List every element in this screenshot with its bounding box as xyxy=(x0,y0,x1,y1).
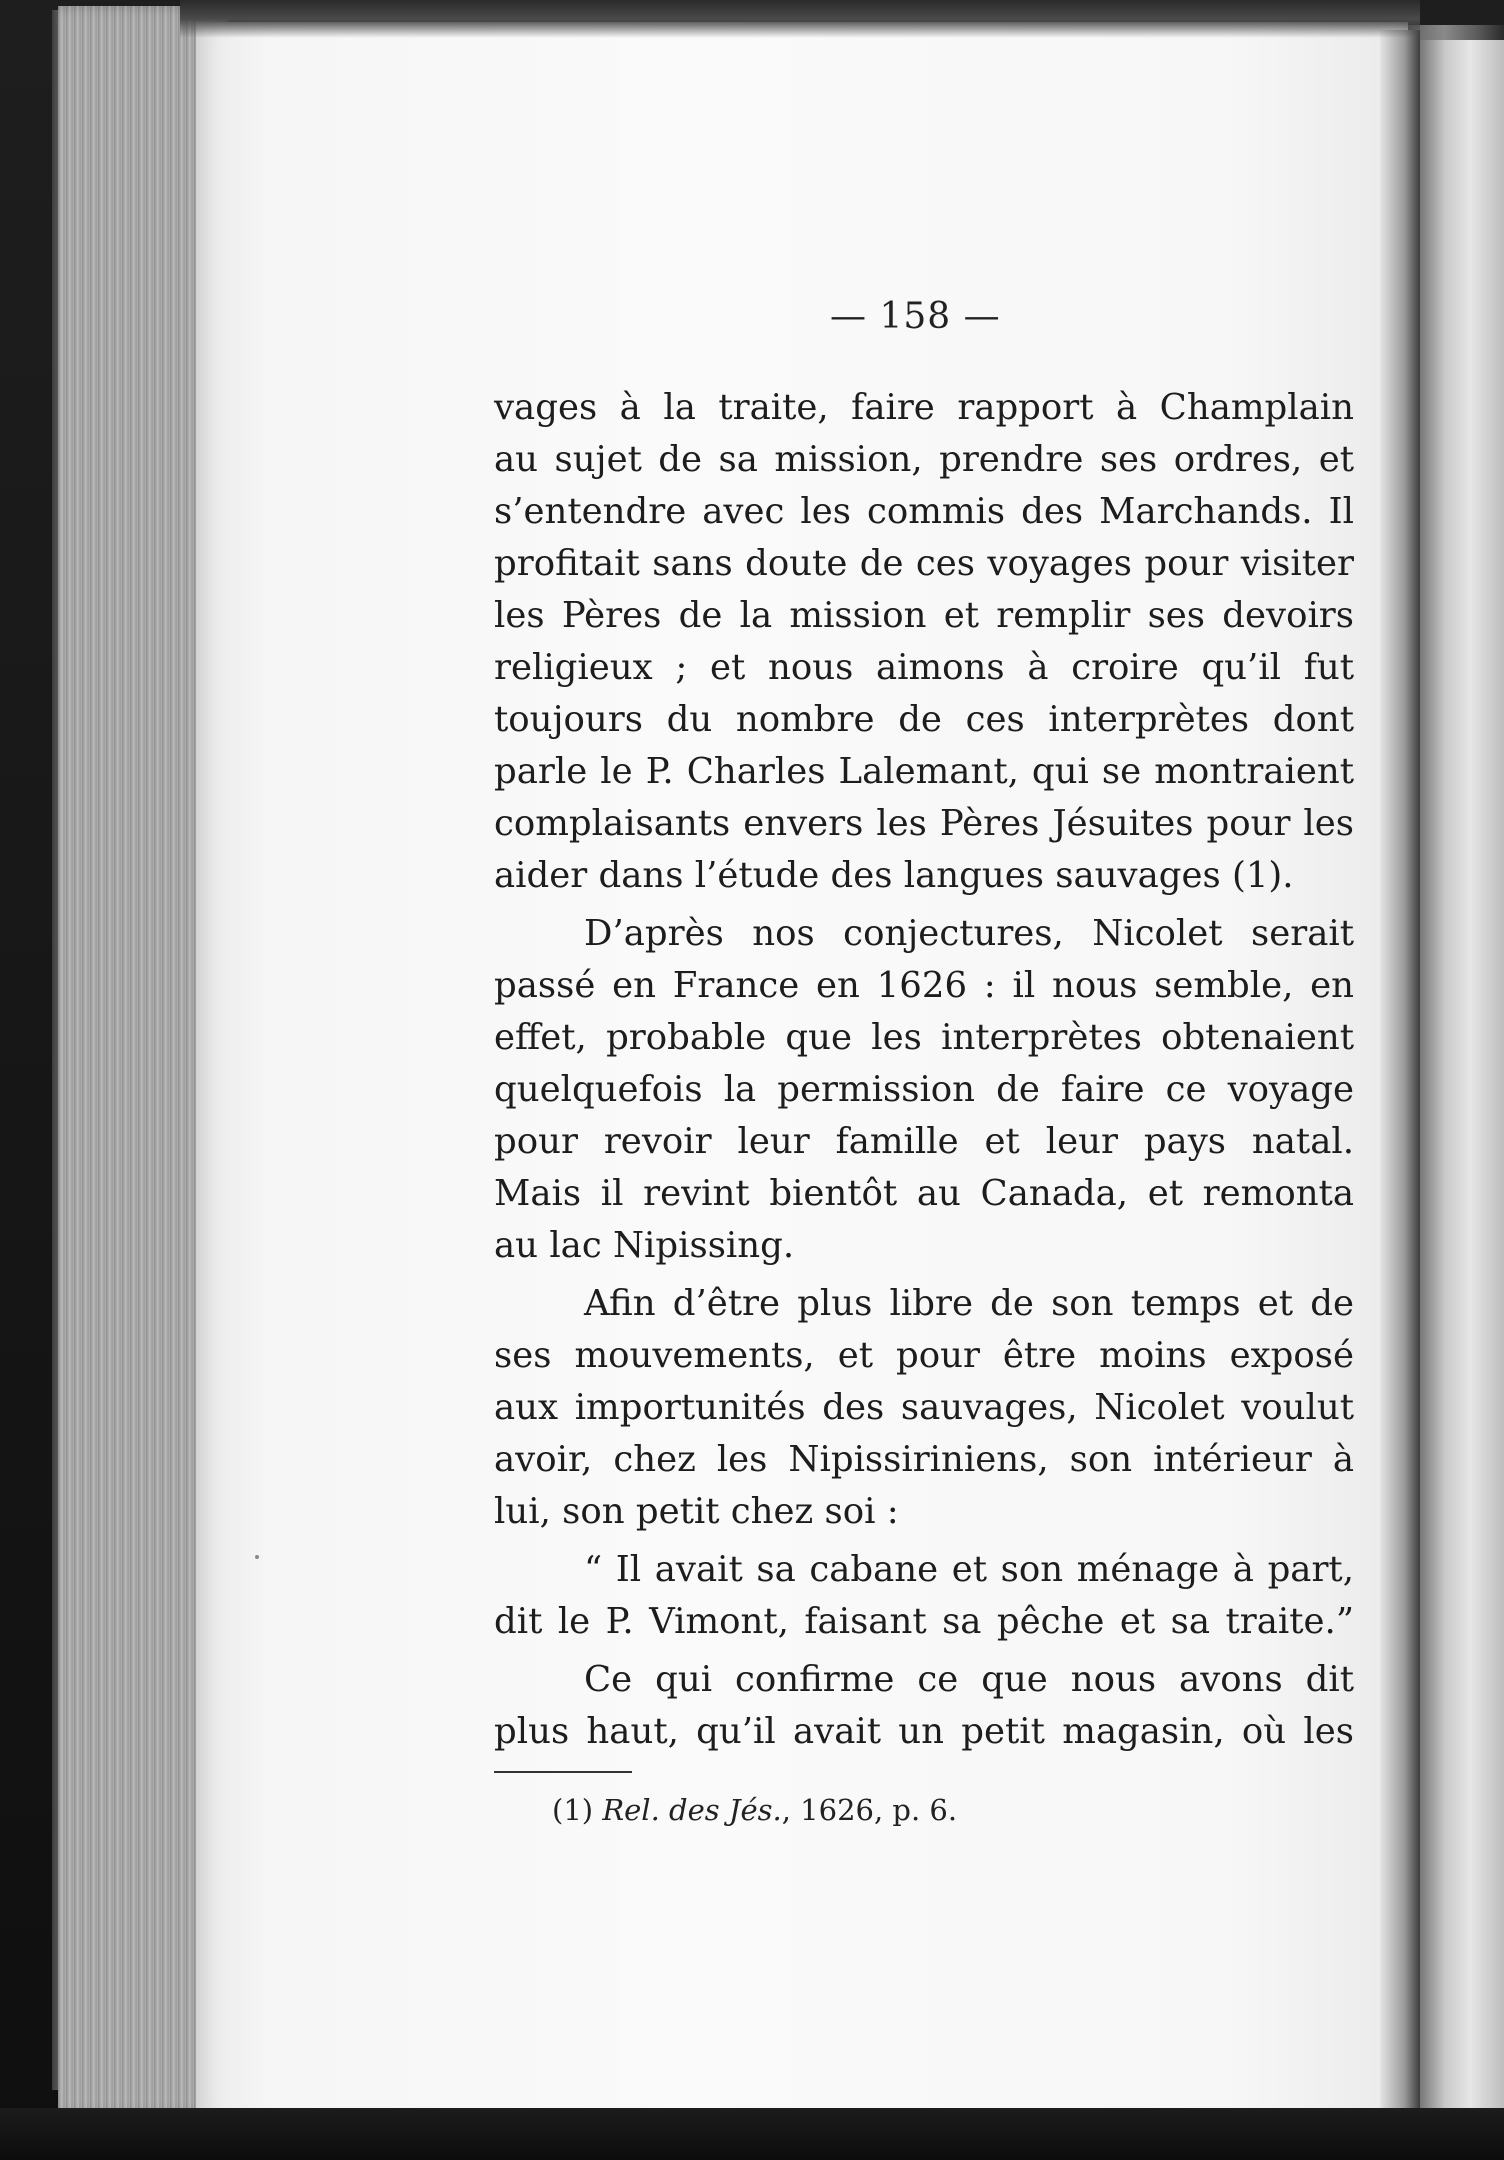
text-line: aider dans l’étude des langues sauvages (1). xyxy=(494,855,1294,896)
text-line: pour revoir leur famille et leur pays natal. xyxy=(494,1121,1354,1162)
paper-speck xyxy=(255,1555,259,1559)
text-line: ses mouvements, et pour être moins exposé xyxy=(494,1335,1354,1376)
text-line: au lac Nipissing. xyxy=(494,1225,795,1266)
footnote xyxy=(552,1790,957,1830)
text-line: profitait sans doute de ces voyages pour visiter xyxy=(494,543,1354,584)
quote-line: dit le P. Vimont, faisant sa pêche et sa traite.” xyxy=(494,1601,1354,1642)
footnote-marker: (1) xyxy=(552,1793,594,1827)
text-line: religieux ; et nous aimons à croire qu’il fut xyxy=(494,647,1354,688)
text-line: Ce qui confirme ce que nous avons dit xyxy=(584,1659,1354,1700)
facing-page-edge xyxy=(1420,40,1504,2115)
text-line: au sujet de sa mission, prendre ses ordres, et xyxy=(494,439,1354,480)
bottom-background xyxy=(0,2108,1504,2160)
text-line: plus haut, qu’il avait un petit magasin, où les xyxy=(494,1711,1354,1752)
text-line: vages à la traite, faire rapport à Champlain xyxy=(494,387,1354,428)
text-line: Afin d’être plus libre de son temps et de xyxy=(584,1283,1354,1324)
text-line: aux importunités des sauvages, Nicolet voulut xyxy=(494,1387,1354,1428)
text-line: quelquefois la permission de faire ce voyage xyxy=(494,1069,1354,1110)
top-shadow xyxy=(180,0,1420,38)
text-line: s’entendre avec les commis des Marchands. Il xyxy=(494,491,1354,532)
text-line: complaisants envers les Pères Jésuites pour les xyxy=(494,803,1354,844)
footnote-source: Rel. des Jés. xyxy=(602,1793,782,1827)
text-line: passé en France en 1626 : il nous semble, en xyxy=(494,965,1354,1006)
text-line: les Pères de la mission et remplir ses devoirs xyxy=(494,595,1354,636)
text-line: Mais il revint bientôt au Canada, et remonta xyxy=(494,1173,1354,1214)
text-line: parle le P. Charles Lalemant, qui se montraient xyxy=(494,751,1354,792)
text-line: toujours du nombre de ces interprètes dont xyxy=(494,699,1354,740)
footnote-reference: , 1626, p. 6. xyxy=(781,1793,958,1827)
page-gutter xyxy=(1380,30,1420,2120)
text-line: lui, son petit chez soi : xyxy=(494,1491,899,1532)
text-line: effet, probable que les interprètes obtenaient xyxy=(494,1017,1354,1058)
footnote-divider xyxy=(494,1771,632,1773)
quote-line: “ Il avait sa cabane et son ménage à part, xyxy=(584,1549,1354,1590)
text-line: D’après nos conjectures, Nicolet serait xyxy=(584,913,1354,954)
text-line: avoir, chez les Nipissiriniens, son intérieur à xyxy=(494,1439,1354,1480)
page-number: — 158 — xyxy=(830,296,1001,337)
